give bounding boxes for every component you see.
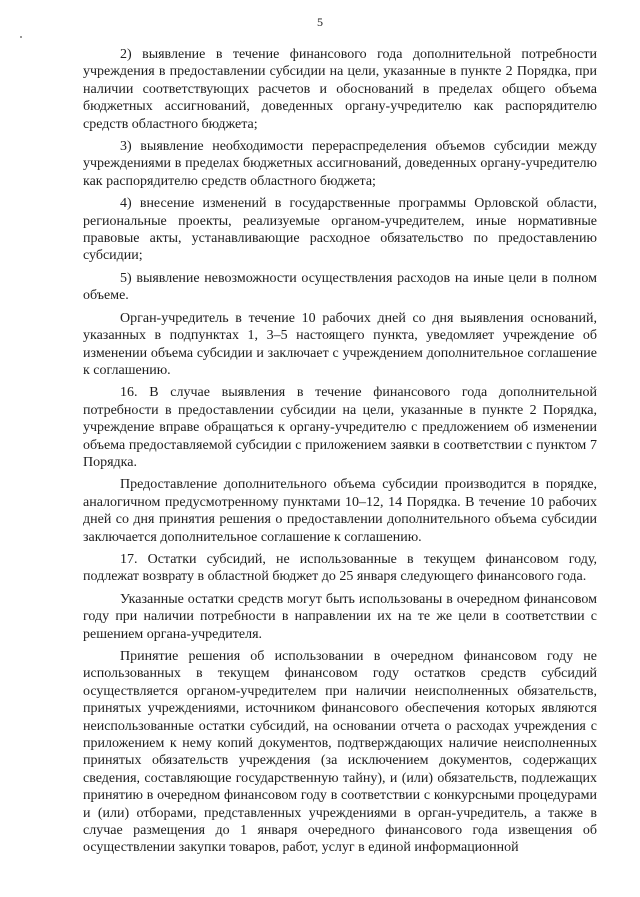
paragraph-notification: Орган-учредитель в течение 10 рабочих дней со дня выявления оснований, указанных в подпунктах 1, 3–5 настоящего пункта, уведомляет учреждение об изменении объема субсидии и заключает с учреждением дополнительное соглашение к соглашению.: [83, 310, 597, 378]
page-number: 5: [317, 15, 323, 29]
paragraph-remaining-funds: Указанные остатки средств могут быть использованы в очередном финансовом году при наличии потребности в направлении их на те же цели в соответствии с решением органа-учредителя.: [83, 591, 597, 642]
paragraph-clause-16: 16. В случае выявления в течение финансового года дополнительной потребности в предоставлении субсидии на цели, указанные в пункте 2 Порядка, учреждение вправе обращаться к органу-учредителю с предложением об изменении объема предоставляемой субсидии с приложением заявки в соответствии с пунктом 7 Порядка.: [83, 385, 597, 470]
paragraph-additional-volume: Предоставление дополнительного объема субсидии производится в порядке, аналогичном предусмотренному пунктами 10–12, 14 Порядка. В течение 10 рабочих дней со дня принятия решения о предоставлении дополнительного объема субсидии заключается дополнительное соглашение к соглашению.: [83, 477, 597, 545]
paragraph-item-3: 3) выявление необходимости перераспределения объемов субсидии между учреждениями в пределах бюджетных ассигнований, доведенных органу-учредителю как распорядителю средств областного бюджета;: [83, 139, 597, 189]
document-body: [83, 46, 597, 857]
paragraph-decision: Принятие решения об использовании в очередном финансовом году не использованных в текущем финансовом году остатков средств субсидий осуществляется органом-учредителем при наличии неисполненных обязательств, принятых учреждениями, источником финансового обеспечения которых являются неиспользованные остатки субсидий, на основании отчета о расходах учреждения с приложением к нему копий документов, подтверждающих наличие неисполненных принятых обязательств учреждения (за исключением документов, содержащих сведения, составляющие государственную тайну), и (или) обязательств, подлежащих принятию в очередном финансовом году в соответствии с конкурсными процедурами и (или) отборами, представленных учреждениями в орган-учредитель, а также в случае размещения до 1 января очередного финансового года извещения об осуществлении закупки товаров, работ, услуг в единой информационной: [83, 649, 597, 856]
paragraph-item-4: 4) внесение изменений в государственные программы Орловской области, региональные проекты, реализуемые органом-учредителем, иные нормативные правовые акты, устанавливающие расходное обязательство по предоставлению субсидии;: [83, 196, 597, 264]
scan-speck: [20, 36, 22, 38]
paragraph-item-2: 2) выявление в течение финансового года дополнительной потребности учреждения в предоставлении субсидии на цели, указанные в пункте 2 Порядка, при наличии соответствующих расчетов и обоснований в пределах общего объема бюджетных ассигнований, доведенных органу-учредителю как распорядителю средств областного бюджета;: [83, 47, 597, 132]
paragraph-item-5: 5) выявление невозможности осуществления расходов на иные цели в полном объеме.: [83, 270, 597, 304]
paragraph-clause-17: 17. Остатки субсидий, не использованные в текущем финансовом году, подлежат возврату в областной бюджет до 25 января следующего финансового года.: [83, 551, 597, 585]
